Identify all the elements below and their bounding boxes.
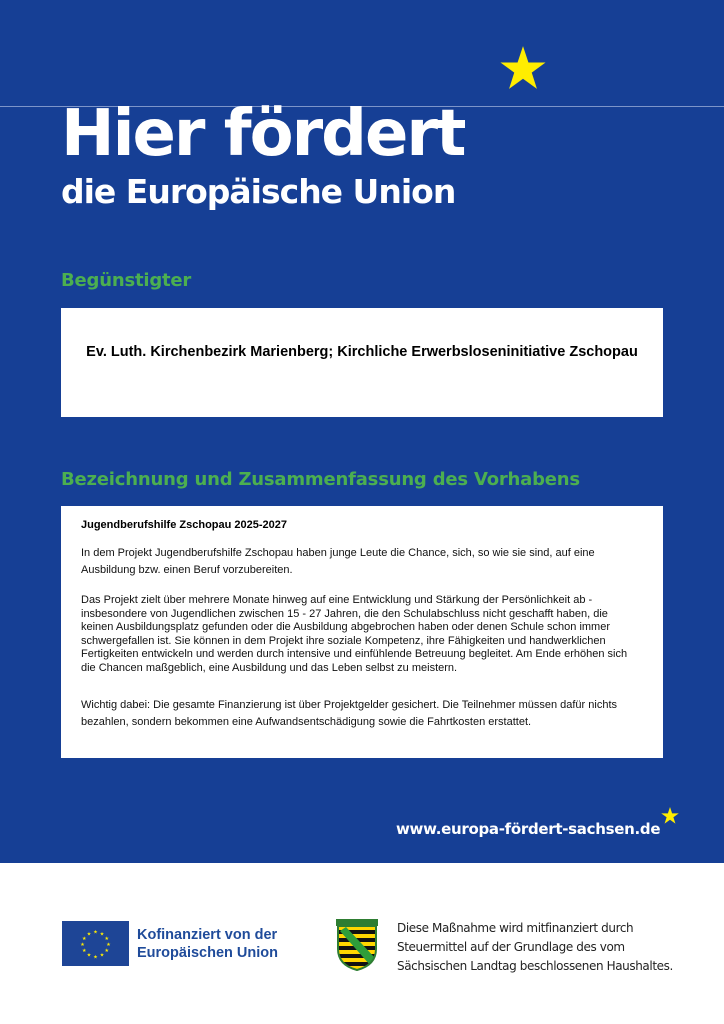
saxony-text-line-2: Steuermittel auf der Grundlage des vom (397, 940, 625, 954)
saxony-text-line-3: Sächsischen Landtag beschlossenen Haushaltes. (397, 959, 673, 973)
star-icon (661, 807, 679, 824)
beneficiary-label: Begünstigter (61, 270, 192, 291)
svg-text:★: ★ (81, 936, 87, 942)
svg-text:★: ★ (99, 931, 105, 938)
saxony-coat-of-arms-icon (336, 919, 378, 971)
svg-text:★: ★ (104, 936, 110, 942)
saxony-cofinancing-text (397, 919, 673, 976)
eu-text-line-1: Kofinanziert von der (137, 927, 278, 943)
svg-text:★: ★ (104, 948, 110, 954)
website-link[interactable]: www.europa-fördert-sachsen.de (396, 820, 661, 838)
svg-text:★: ★ (81, 948, 87, 954)
svg-text:★: ★ (86, 931, 92, 938)
svg-text:★: ★ (99, 952, 105, 959)
eu-flag-icon (62, 921, 129, 966)
svg-text:★: ★ (93, 954, 98, 961)
eu-cofinancing-text (137, 926, 278, 962)
beneficiary-name: Ev. Luth. Kirchenbezirk Marienberg; Kirchliche Erwerbsloseninitiative Zschopau (86, 344, 638, 360)
saxony-text-line-1: Diese Maßnahme wird mitfinanziert durch (397, 921, 634, 935)
svg-text:★: ★ (86, 952, 92, 959)
project-paragraph-1: In dem Projekt Jugendberufshilfe Zschopau haben junge Leute die Chance, sich, so wie sie sind, auf eine Ausbildung bzw. einen Beruf vorzubereiten. (81, 547, 595, 576)
svg-text:★: ★ (93, 929, 98, 936)
star-icon (500, 46, 546, 90)
project-title: Jugendberufshilfe Zschopau 2025-2027 (81, 519, 288, 531)
project-paragraph-3: Wichtig dabei: Die gesamte Finanzierung ist über Projektgelder gesichert. Die Teilnehmer müssen dafür nichts bezahlen, sondern bekommen eine Aufwandsentschädigung sowie die Fahrtkosten erstattet. (81, 699, 618, 728)
poster-subtitle: die Europäische Union (61, 172, 456, 211)
project-summary-box (61, 506, 663, 758)
beneficiary-box (61, 308, 663, 417)
svg-text:★: ★ (80, 942, 85, 948)
project-paragraph-2: Das Projekt zielt über mehrere Monate hinweg auf eine Entwicklung und Stärkung der Persönlichkeit ab - insbesondere von Jugendlichen zwischen 15 - 27 Jahren, die den Schulabschluss nicht geschafft haben, die keinen Ausbildungsplatz gefunden oder die Ausbildung abgebrochen haben oder denen Schule schon immer schwergefallen ist. Sie können in dem Projekt ihre soziale Kompetenz, ihre Fähigkeiten und handwerklichen Fertigkeiten entwickeln und werden durch intensive und einfühlende Betreuung begleitet. Am Ende erhöhen sich die Chancen maßgeblich, eine Ausbildung und das Leben selbst zu meistern. (81, 594, 628, 674)
project-label: Bezeichnung und Zusammenfassung des Vorhabens (61, 469, 580, 490)
poster-title: Hier fördert (61, 97, 465, 171)
svg-text:★: ★ (106, 942, 111, 948)
eu-text-line-2: Europäischen Union (137, 945, 278, 961)
